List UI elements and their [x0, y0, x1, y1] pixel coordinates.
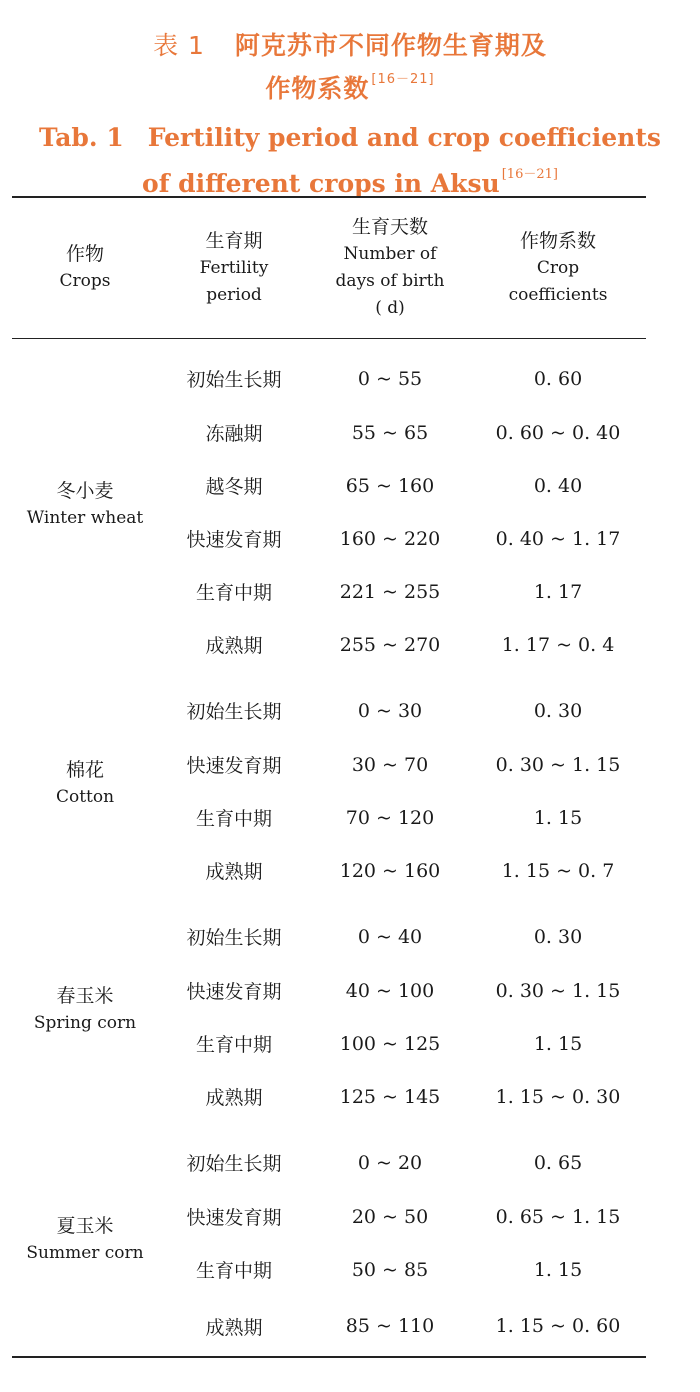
days-cell: 20 ~ 50 [351, 1205, 429, 1228]
days-cell: 221 ~ 255 [339, 580, 441, 603]
days-cell: 160 ~ 220 [339, 527, 441, 550]
stage-cell: 生育中期 [195, 1260, 272, 1282]
crop-cell [12, 1123, 158, 1357]
table-row [12, 339, 646, 407]
crop-name-zh: 春玉米 [56, 985, 114, 1007]
stage-cell: 冻融期 [205, 423, 263, 445]
days-cell: 0 ~ 55 [357, 367, 423, 390]
coefficient-cell: 1. 15 [533, 1032, 583, 1055]
coefficient-cell: 0. 30 [533, 699, 583, 722]
stage-cell: 快速发育期 [186, 981, 282, 1003]
crop-cell [12, 671, 158, 897]
table-body [12, 339, 646, 1358]
stage-cell: 成熟期 [205, 1316, 263, 1339]
stage-cell: 生育中期 [195, 582, 272, 604]
coefficient-cell: 0. 65 ~ 1. 15 [495, 1205, 621, 1228]
coefficient-cell: 0. 60 ~ 0. 40 [495, 421, 621, 444]
crop-name-zh: 棉花 [65, 759, 104, 781]
header-period-zh: 生育期 [205, 229, 263, 252]
stage-cell: 快速发育期 [186, 529, 282, 551]
stage-cell: 初始生长期 [186, 369, 282, 391]
crop-coefficient-table-wrapper [12, 196, 646, 1358]
crop-name-en: Winter wheat [26, 508, 144, 528]
header-days [310, 197, 470, 339]
stage-cell: 初始生长期 [186, 927, 282, 949]
stage-cell: 初始生长期 [186, 1153, 282, 1175]
header-days-zh: 生育天数 [351, 216, 428, 238]
crop-name-zh: 夏玉米 [56, 1214, 114, 1237]
stage-cell: 生育中期 [195, 1034, 272, 1056]
stage-cell: 初始生长期 [186, 701, 282, 723]
header-crop-zh: 作物 [65, 243, 104, 265]
caption-en-title: Fertility period and crop coefficients [147, 123, 661, 152]
coefficient-cell: 0. 30 ~ 1. 15 [495, 979, 621, 1002]
caption-zh-title: 阿克苏市不同作物生育期及 [234, 31, 547, 60]
days-cell: 85 ~ 110 [345, 1315, 435, 1337]
table-row [12, 1123, 646, 1190]
stage-cell: 越冬期 [205, 476, 263, 498]
header-row [12, 197, 646, 339]
days-cell: 40 ~ 100 [345, 979, 435, 1002]
stage-cell: 成熟期 [205, 861, 263, 883]
days-cell: 70 ~ 120 [345, 806, 435, 829]
header-coef-en-2: coefficients [508, 284, 608, 305]
caption-zh-title-cont: 作物系数 [265, 74, 370, 103]
table-row [12, 897, 646, 964]
header-coef-zh: 作物系数 [519, 229, 596, 252]
coefficient-cell: 0. 65 [533, 1151, 583, 1174]
caption-zh-line-2 [0, 67, 700, 110]
header-crop-en: Crops [59, 271, 111, 291]
caption-en-title-cont: of different crops in Aksu [142, 169, 500, 198]
stage-cell: 快速发育期 [186, 755, 282, 777]
coefficient-cell: 1. 15 ~ 0. 60 [495, 1315, 621, 1337]
days-cell: 100 ~ 125 [339, 1032, 441, 1055]
stage-cell: 生育中期 [195, 808, 272, 830]
stage-cell: 快速发育期 [186, 1207, 282, 1229]
header-period-en-1: Fertility [199, 257, 269, 278]
header-days-en-2: days of birth [335, 271, 445, 291]
stage-cell: 成熟期 [205, 1087, 263, 1109]
days-cell: 0 ~ 40 [357, 925, 423, 948]
crop-cell [12, 339, 158, 672]
header-crop [12, 197, 158, 339]
header-coef-en-1: Crop [536, 257, 580, 278]
days-cell: 120 ~ 160 [339, 859, 441, 882]
header-period-en-2: period [206, 284, 262, 305]
crop-name-en: Summer corn [26, 1242, 144, 1263]
header-coefficient [470, 197, 646, 339]
crop-name-zh: 冬小麦 [56, 480, 114, 502]
coefficient-cell: 1. 15 ~ 0. 30 [495, 1085, 621, 1108]
coefficient-cell: 0. 60 [533, 367, 583, 390]
coefficient-cell: 0. 30 ~ 1. 15 [495, 753, 621, 776]
caption-en-reference: [16－21] [501, 167, 558, 182]
header-days-en-1: Number of [343, 244, 437, 264]
days-cell: 30 ~ 70 [351, 753, 429, 776]
table-caption [0, 0, 700, 207]
caption-zh-number: 表 1 [153, 31, 205, 60]
crop-cell [12, 897, 158, 1123]
table-header [12, 197, 646, 339]
table-row [12, 671, 646, 738]
header-period [158, 197, 310, 339]
coefficient-cell: 1. 15 [533, 806, 583, 829]
days-cell: 55 ~ 65 [351, 421, 429, 444]
caption-en-number: Tab. 1 [39, 123, 124, 152]
caption-zh-reference: [16－21] [371, 72, 435, 87]
header-days-unit: ( d) [375, 298, 405, 318]
crop-name-en: Cotton [55, 787, 115, 807]
caption-en-line-1 [0, 115, 700, 161]
coefficient-cell: 1. 17 [533, 580, 583, 603]
coefficient-cell: 0. 40 [533, 474, 583, 497]
caption-zh-line-1 [0, 0, 700, 67]
coefficient-cell: 0. 30 [533, 925, 583, 948]
coefficient-cell: 1. 15 ~ 0. 7 [501, 859, 615, 882]
coefficient-cell: 1. 17 ~ 0. 4 [501, 633, 615, 656]
days-cell: 125 ~ 145 [339, 1085, 441, 1108]
coefficient-cell: 1. 15 [533, 1258, 583, 1281]
days-cell: 0 ~ 30 [357, 699, 423, 722]
days-cell: 0 ~ 20 [357, 1151, 423, 1174]
crop-name-en: Spring corn [33, 1013, 137, 1033]
coefficient-cell: 0. 40 ~ 1. 17 [495, 527, 621, 550]
days-cell: 50 ~ 85 [351, 1258, 429, 1281]
days-cell: 65 ~ 160 [345, 474, 435, 497]
stage-cell: 成熟期 [205, 635, 263, 657]
days-cell: 255 ~ 270 [339, 633, 441, 656]
crop-coefficient-table [12, 196, 646, 1358]
